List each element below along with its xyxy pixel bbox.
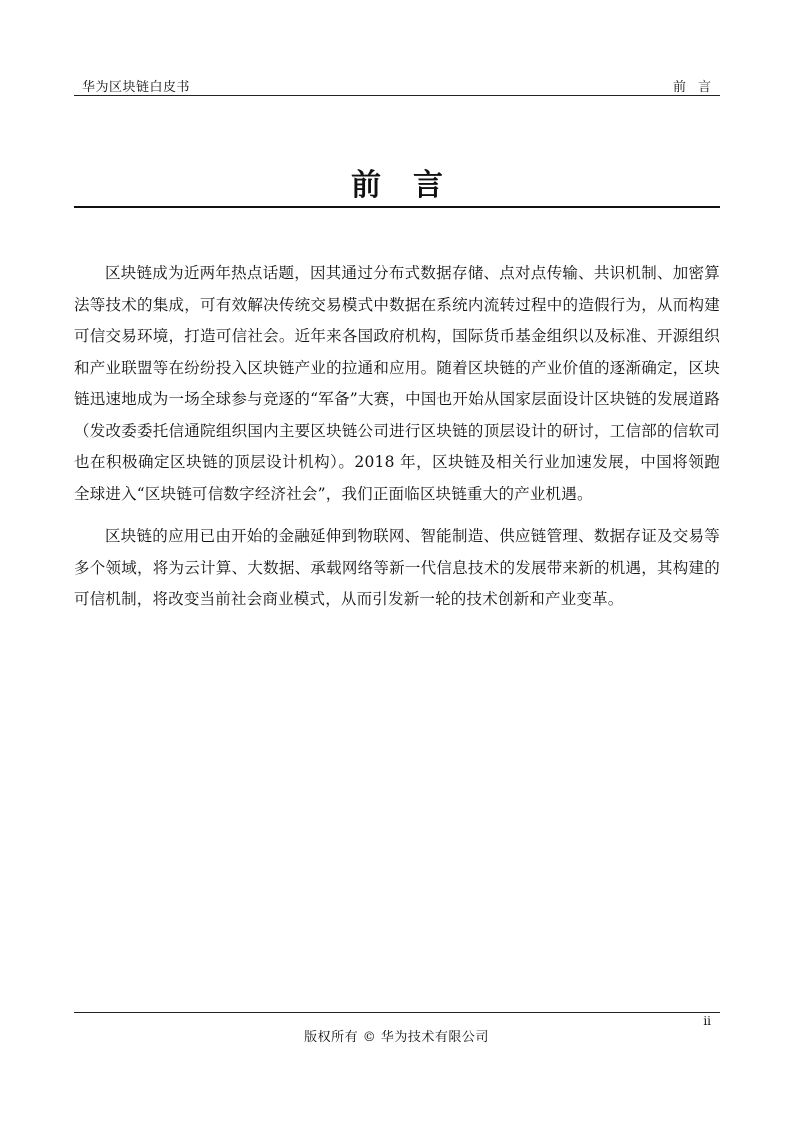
copyright-notice: 版权所有 © 华为技术有限公司 — [304, 1030, 489, 1045]
body-text — [74, 258, 720, 627]
running-header-section: 前言 — [672, 80, 723, 95]
title-underline — [74, 206, 720, 208]
running-header-title: 华为区块链白皮书 — [82, 80, 191, 95]
page-number: ii — [703, 1014, 711, 1028]
footer-divider — [74, 1012, 720, 1013]
paragraph: 区块链成为近两年热点话题，因其通过分布式数据存储、点对点传输、共识机制、加密算法等技术的集成，可有效解决传统交易模式中数据在系统内流转过程中的造假行为，从而构建可信交易环境，打造可信社会。近年来各国政府机构，国际货币基金组织以及标准、开源组织和产业联盟等在纷纷投入区块链产业的拉通和应用。随着区块链的产业价值的逐渐确定，区块链迅速地成为一场全球参与竞逐的“军备”大赛，中国也开始从国家层面设计区块链的发展道路（发改委委托信通院组织国内主要区块链公司进行区块链的顶层设计的研讨，工信部的信软司也在积极确定区块链的顶层设计机构）。2018 年，区块链及相关行业加速发展，中国将领跑全球进入“区块链可信数字经济社会”，我们正面临区块链重大的产业机遇。 — [74, 264, 720, 503]
page-title: 前言 — [351, 168, 475, 203]
header-divider — [74, 95, 720, 96]
paragraph: 区块链的应用已由开始的金融延伸到物联网、智能制造、供应链管理、数据存证及交易等多个领域，将为云计算、大数据、承载网络等新一代信息技术的发展带来新的机遇，其构建的可信机制，将改变当前社会商业模式，从而引发新一轮的技术创新和产业变革。 — [74, 527, 720, 608]
